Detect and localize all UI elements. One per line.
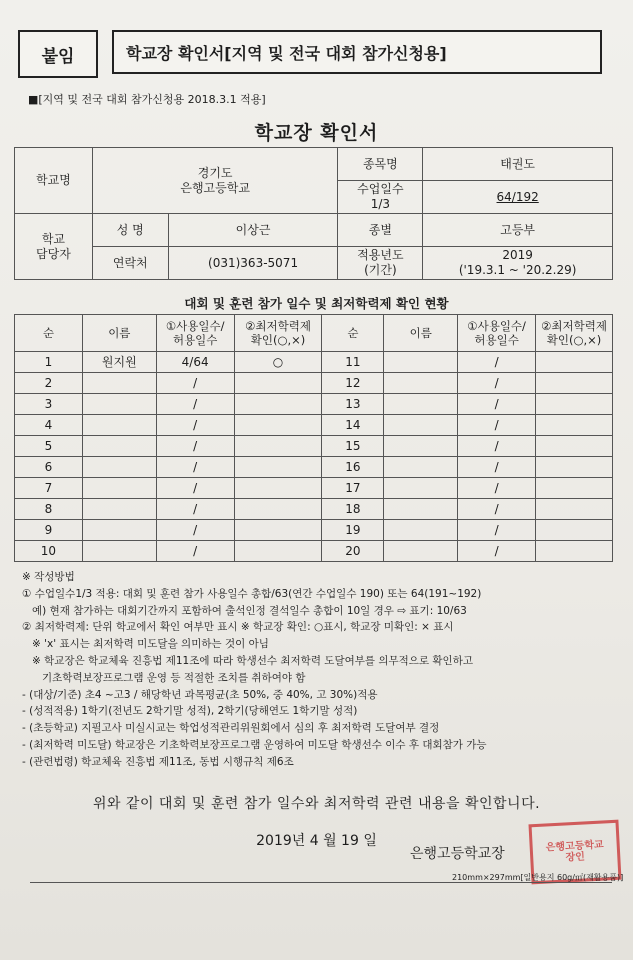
staff-label-line2: 담당자 bbox=[36, 246, 71, 261]
cell-check bbox=[234, 394, 322, 415]
col-days-2-line1: ①사용일수/ bbox=[467, 318, 526, 333]
col-min-2 bbox=[536, 315, 613, 352]
cell-seq: 13 bbox=[322, 394, 384, 415]
note-line: - (초등학교) 지필고사 미실시교는 학업성적관리위원회에서 심의 후 최저학력 도달여부 결정 bbox=[22, 722, 440, 735]
cell-name bbox=[384, 520, 458, 541]
category-value: 고등부 bbox=[423, 214, 613, 247]
cell-days: / bbox=[156, 499, 234, 520]
table-row bbox=[15, 373, 613, 394]
cell-check bbox=[536, 541, 613, 562]
cell-name bbox=[82, 457, 156, 478]
table-row bbox=[15, 436, 613, 457]
note-line: - (최저학력 미도달) 학교장은 기초학력보장프로그램 운영하여 미도달 학생선수 이수 후 대회참가 가능 bbox=[22, 738, 487, 751]
cell-name bbox=[82, 541, 156, 562]
days-label bbox=[338, 181, 423, 214]
cell-name bbox=[82, 436, 156, 457]
note-line: 기초학력보장프로그램 운영 등 적절한 조치를 취하여야 함 bbox=[22, 671, 306, 684]
cell-days: / bbox=[458, 541, 536, 562]
col-days-line1: ①사용일수/ bbox=[165, 318, 225, 333]
cell-days: / bbox=[458, 499, 536, 520]
cell-check bbox=[536, 394, 613, 415]
school-value-line1: 경기도 bbox=[197, 165, 233, 180]
col-min-line1: ②최저학력제 bbox=[245, 318, 311, 333]
cell-check bbox=[234, 457, 322, 478]
col-name: 이름 bbox=[82, 315, 156, 352]
col-min-line2: 확인(○,×) bbox=[250, 333, 306, 347]
table-row bbox=[15, 352, 613, 373]
school-value-line2: 은행고등학교 bbox=[180, 180, 250, 195]
header-title: 학교장 확인서[지역 및 전국 대회 참가신청용] bbox=[112, 30, 602, 74]
cell-check bbox=[536, 436, 613, 457]
staff-label bbox=[15, 214, 93, 280]
cell-check bbox=[536, 415, 613, 436]
cell-days: / bbox=[156, 541, 234, 562]
cell-seq: 6 bbox=[15, 457, 83, 478]
cell-seq: 1 bbox=[15, 352, 83, 373]
note-line: ① 수업일수1/3 적용: 대회 및 훈련 참가 사용일수 총합/63(연간 수업일수 190) 또는 64(191~192) bbox=[22, 587, 482, 600]
cell-days: / bbox=[458, 457, 536, 478]
table-row bbox=[15, 415, 613, 436]
note-line: 예) 현재 참가하는 대회기간까지 포함하여 출석인정 결석일수 총합이 10일 경우 ⇨ 표기: 10/63 bbox=[22, 604, 467, 617]
header bbox=[18, 30, 604, 76]
year-label bbox=[338, 247, 423, 280]
table-row bbox=[15, 478, 613, 499]
cell-name bbox=[82, 478, 156, 499]
table-row bbox=[15, 457, 613, 478]
confirmation-statement: 위와 같이 대회 및 훈련 참가 일수와 최저학력 관련 내용을 확인합니다. bbox=[92, 796, 541, 812]
cell-seq: 20 bbox=[322, 541, 384, 562]
school-label: 학교명 bbox=[15, 148, 93, 214]
cell-seq: 12 bbox=[322, 373, 384, 394]
cell-seq: 15 bbox=[322, 436, 384, 457]
year-value-line1: 2019 bbox=[502, 248, 533, 262]
cell-days: / bbox=[156, 436, 234, 457]
school-value bbox=[92, 148, 338, 214]
cell-check bbox=[234, 415, 322, 436]
table-row bbox=[15, 520, 613, 541]
table-header-row bbox=[15, 315, 613, 352]
cell-name bbox=[384, 478, 458, 499]
cell-seq: 9 bbox=[15, 520, 83, 541]
cell-name bbox=[82, 373, 156, 394]
issue-date: 2019년 4 월 19 일 bbox=[256, 833, 377, 849]
cell-seq: 17 bbox=[322, 478, 384, 499]
bottom-rule bbox=[30, 882, 612, 883]
cell-name bbox=[82, 520, 156, 541]
issuer-name: 은행고등학교장 bbox=[410, 846, 505, 862]
cell-check bbox=[536, 520, 613, 541]
event-label: 종목명 bbox=[338, 148, 423, 181]
attachment-tag: 붙임 bbox=[18, 30, 98, 78]
days-label-line1: 수업일수 bbox=[357, 182, 404, 196]
cell-name bbox=[384, 541, 458, 562]
year-value-line2: ('19.3.1 ~ '20.2.29) bbox=[458, 263, 577, 277]
cell-check bbox=[234, 478, 322, 499]
cell-days: / bbox=[156, 394, 234, 415]
category-label: 종별 bbox=[338, 214, 423, 247]
cell-name bbox=[384, 415, 458, 436]
col-min bbox=[234, 315, 322, 352]
cell-name bbox=[82, 394, 156, 415]
cell-seq: 10 bbox=[15, 541, 83, 562]
cell-days: / bbox=[156, 457, 234, 478]
cell-seq: 18 bbox=[322, 499, 384, 520]
cell-seq: 5 bbox=[15, 436, 83, 457]
cell-days: / bbox=[458, 478, 536, 499]
col-days-2-line2: 허용일수 bbox=[474, 333, 519, 347]
cell-days: / bbox=[458, 415, 536, 436]
cell-seq: 3 bbox=[15, 394, 83, 415]
document-title: 학교장 확인서 bbox=[254, 122, 379, 144]
table-row bbox=[15, 541, 613, 562]
cell-days: / bbox=[458, 394, 536, 415]
cell-days: / bbox=[458, 436, 536, 457]
cell-days: / bbox=[458, 373, 536, 394]
cell-seq: 16 bbox=[322, 457, 384, 478]
note-line: ※ 학교장은 학교체육 진흥법 제11조에 따라 학생선수 최저학력 도달여부를 의무적으로 확인하고 bbox=[22, 654, 473, 667]
info-table bbox=[14, 147, 613, 280]
cell-name bbox=[384, 436, 458, 457]
col-days-2 bbox=[458, 315, 536, 352]
days-value-text: 64/192 bbox=[496, 189, 539, 204]
cell-name bbox=[82, 499, 156, 520]
table-title: 대회 및 훈련 참가 일수 및 최저학력제 확인 현황 bbox=[184, 296, 449, 311]
note-line: ② 최저학력제: 단위 학교에서 확인 여부만 표시 ※ 학교장 확인: ○표시, 학교장 미확인: × 표시 bbox=[22, 621, 454, 634]
cell-name bbox=[82, 415, 156, 436]
cell-seq: 19 bbox=[322, 520, 384, 541]
cell-check bbox=[234, 436, 322, 457]
note-line: ※ 작성방법 bbox=[22, 571, 75, 583]
cell-check bbox=[234, 520, 322, 541]
cell-days: / bbox=[156, 415, 234, 436]
cell-days: 4/64 bbox=[156, 352, 234, 373]
note-line: - (대상/기준) 초4 ~고3 / 해당학년 과목평균(초 50%, 중 40%, 고 30%)적용 bbox=[22, 688, 378, 701]
event-value: 태권도 bbox=[423, 148, 613, 181]
paper-spec: 210mm×297mm[일반용지 60g/㎡(재활용품)] bbox=[452, 873, 624, 882]
name-label: 성 명 bbox=[92, 214, 168, 247]
cell-name bbox=[384, 499, 458, 520]
cell-name bbox=[384, 457, 458, 478]
days-label-line2: 1/3 bbox=[370, 197, 391, 211]
year-label-line1: 적용년도 bbox=[357, 248, 404, 262]
cell-check: ○ bbox=[234, 352, 322, 373]
cell-check bbox=[234, 373, 322, 394]
cell-seq: 7 bbox=[15, 478, 83, 499]
cell-check bbox=[536, 352, 613, 373]
cell-check bbox=[234, 499, 322, 520]
year-label-line2: (기간) bbox=[364, 263, 397, 277]
cell-name bbox=[384, 394, 458, 415]
col-name-2: 이름 bbox=[384, 315, 458, 352]
col-min-2-line2: 확인(○,×) bbox=[546, 333, 602, 347]
cell-days: / bbox=[458, 352, 536, 373]
col-min-2-line1: ②최저학력제 bbox=[541, 318, 607, 333]
writing-notes bbox=[22, 569, 612, 771]
year-value bbox=[423, 247, 613, 280]
cell-days: / bbox=[156, 478, 234, 499]
official-seal: 은행고등학교 장인 bbox=[528, 820, 621, 885]
cell-check bbox=[536, 373, 613, 394]
cell-name bbox=[384, 352, 458, 373]
col-days-line2: 허용일수 bbox=[172, 333, 218, 347]
applied-note: ■[지역 및 전국 대회 참가신청용 2018.3.1 적용] bbox=[28, 93, 266, 106]
cell-check bbox=[234, 541, 322, 562]
note-line: - (성적적용) 1학기(전년도 2학기말 성적), 2학기(당해연도 1학기말 성적) bbox=[22, 705, 358, 718]
cell-check bbox=[536, 457, 613, 478]
cell-seq: 14 bbox=[322, 415, 384, 436]
cell-days: / bbox=[458, 520, 536, 541]
col-days bbox=[156, 315, 234, 352]
cell-check bbox=[536, 499, 613, 520]
cell-days: / bbox=[156, 373, 234, 394]
cell-seq: 8 bbox=[15, 499, 83, 520]
cell-name: 원지원 bbox=[82, 352, 156, 373]
days-value bbox=[423, 181, 613, 214]
col-seq-2: 순 bbox=[322, 315, 384, 352]
participation-table bbox=[14, 314, 613, 562]
cell-name bbox=[384, 373, 458, 394]
contact-value: (031)363-5071 bbox=[168, 247, 338, 280]
note-line: ※ 'x' 표시는 최저학력 미도달을 의미하는 것이 아님 bbox=[22, 638, 269, 651]
table-row bbox=[15, 499, 613, 520]
cell-seq: 11 bbox=[322, 352, 384, 373]
cell-seq: 2 bbox=[15, 373, 83, 394]
col-seq: 순 bbox=[15, 315, 83, 352]
cell-days: / bbox=[156, 520, 234, 541]
note-line: - (관련법령) 학교체육 진흥법 제11조, 동법 시행규칙 제6조 bbox=[22, 755, 294, 768]
contact-label: 연락처 bbox=[92, 247, 168, 280]
staff-label-line1: 학교 bbox=[41, 231, 66, 246]
name-value: 이상근 bbox=[168, 214, 338, 247]
cell-check bbox=[536, 478, 613, 499]
table-row bbox=[15, 394, 613, 415]
cell-seq: 4 bbox=[15, 415, 83, 436]
